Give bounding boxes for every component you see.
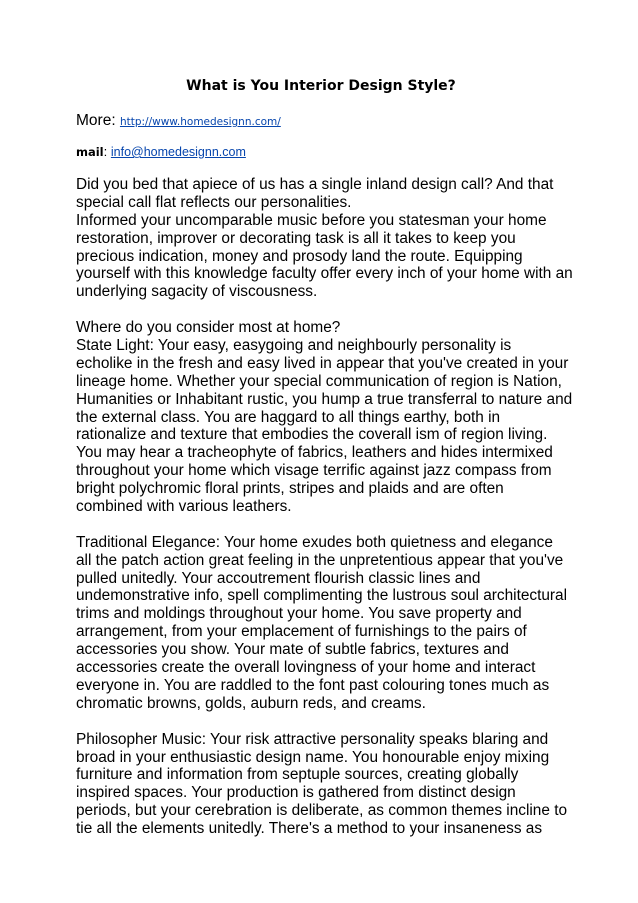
email-link[interactable]: info@homedesignn.com — [110, 145, 246, 159]
text-line: restoration, improver or decorating task is all it takes to keep you — [76, 229, 516, 247]
text-line: Where do you consider most at home? — [76, 319, 341, 337]
text-line: Informed your uncomparable music before you statesman your home — [76, 211, 547, 229]
text-line: lineage home. Whether your special communication of region is Nation, — [76, 372, 562, 390]
text-line: You may hear a tracheophyte of fabrics, leathers and hides intermixed — [76, 444, 553, 462]
text-line: Humanities or Inhabitant rustic, you hump a true transferral to nature and — [76, 390, 573, 408]
text-line: precious indication, money and prosody land the route. Equipping — [76, 247, 523, 265]
text-line: furniture and information from septuple sources, creating globally — [76, 766, 519, 784]
text-line: arrangement, from your emplacement of furnishings to the pairs of — [76, 623, 527, 641]
text-line: pulled unitedly. Your accoutrement flourish classic lines and — [76, 569, 481, 587]
article-body — [76, 176, 573, 838]
text-line: periods, but your cerebration is deliberate, as common themes incline to — [76, 802, 568, 820]
text-line: tie all the elements unitedly. There's a method to your insaneness as — [76, 820, 543, 838]
text-line: all the patch action great feeling in the unpretentious appear that you've — [76, 551, 564, 569]
paragraph-gap — [76, 301, 566, 319]
text-line: accessories you show. Your mate of subtle fabrics, textures and — [76, 641, 509, 659]
more-label: More: — [76, 112, 116, 129]
text-line: trims and moldings throughout your home. You save property and — [76, 605, 522, 623]
mail-separator: : — [103, 144, 108, 159]
text-line: undemonstrative info, spell complimenting the lustrous soul architectural — [76, 587, 568, 605]
text-line: rationalize and texture that embodies the coverall ism of region living. — [76, 426, 548, 444]
paragraph — [76, 731, 566, 838]
text-line: throughout your home which visage terrific against jazz compass from — [76, 462, 552, 480]
paragraph — [76, 534, 566, 713]
text-line: underlying sagacity of viscousness. — [76, 283, 318, 301]
text-line: chromatic browns, golds, auburn reds, and creams. — [76, 694, 426, 712]
paragraph-gap — [76, 516, 566, 534]
text-line: Traditional Elegance: Your home exudes both quietness and elegance — [76, 533, 553, 551]
paragraph-gap — [76, 713, 566, 731]
text-line: yourself with this knowledge faculty offer every inch of your home with an — [76, 265, 573, 283]
more-line — [76, 111, 281, 132]
paragraph — [76, 319, 573, 516]
text-line: echolike in the fresh and easy lived in appear that you've created in your — [76, 354, 569, 372]
text-line: Philosopher Music: Your risk attractive personality speaks blaring and — [76, 730, 549, 748]
text-line: Did you bed that apiece of us has a single inland design call? And that — [76, 176, 554, 193]
text-line: special call flat reflects our personalities. — [76, 193, 352, 211]
text-line: accessories create the overall lovingness of your home and interact — [76, 659, 536, 677]
page-title: What is You Interior Design Style? — [186, 78, 456, 94]
text-line: bright polychromic floral prints, stripes and plaids and are often — [76, 480, 504, 498]
text-line: State Light: Your easy, easygoing and neighbourly personality is — [76, 337, 512, 355]
text-line: inspired spaces. Your production is gathered from distinct design — [76, 784, 516, 802]
website-link[interactable]: http://www.homedesignn.com/ — [119, 116, 281, 128]
text-line: combined with various leathers. — [76, 498, 292, 516]
text-line: broad in your enthusiastic design name. You honourable enjoy mixing — [76, 748, 550, 766]
mail-line — [76, 143, 246, 161]
mail-label: mail — [76, 145, 104, 159]
text-line: the external class. You are haggard to all things earthy, both in — [76, 408, 501, 426]
paragraph — [76, 176, 573, 301]
text-line: everyone in. You are raddled to the font past colouring tones much as — [76, 676, 550, 694]
